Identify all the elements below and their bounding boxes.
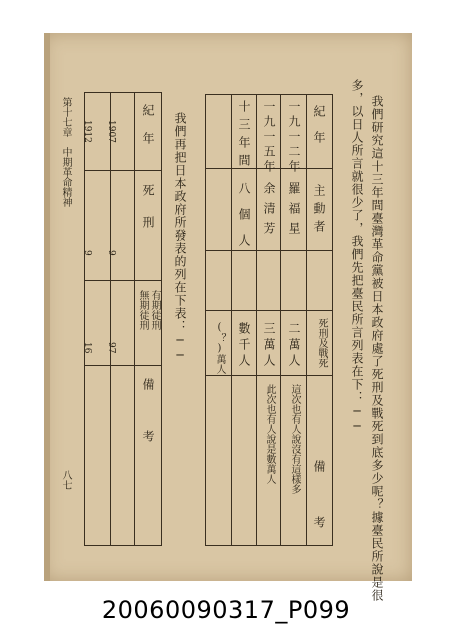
t2-r1-year: 1907: [106, 120, 116, 143]
t2-header-year: 紀年: [141, 104, 155, 160]
t1-r1-year: 一九一二年: [287, 100, 301, 175]
text-line-1: 我們研究這十三年間臺灣革命黨被日本政府處了死刑及戰死到底多少呢？據臺民所說是很: [370, 95, 384, 602]
text-line-2: 多，以日人所言就很少了，我們先把臺民所言列表在下：──: [350, 79, 364, 434]
t1-header-remarks: 備考: [312, 460, 326, 572]
image-id-label: 20060090317_P099: [101, 596, 351, 624]
t1-r2-leader: 余清芳: [262, 182, 276, 242]
text-line-3: 我們再把日本政府所發表的列在下表：──: [173, 112, 187, 363]
chapter-header: 第十七章 中期革命精神: [60, 97, 71, 207]
t2-header-remarks: 備考: [141, 378, 155, 482]
t1-header-year: 紀年: [312, 105, 326, 157]
t2-header-prison: 有期徒刑 無期徒刑: [137, 290, 160, 330]
t1-header-leader: 主動者: [312, 184, 326, 238]
t2-r2-year: 1912: [82, 120, 92, 143]
t1-r1-deaths: 二萬人: [287, 322, 301, 370]
t1-r3-year: 十三年間: [237, 100, 251, 172]
t1-r1-leader: 羅福星: [287, 182, 301, 242]
t1-r2-deaths: 三萬人: [262, 322, 276, 370]
t1-r2-year: 一九一五年: [262, 100, 276, 175]
t2-header-death: 死刑: [141, 184, 155, 248]
page-edge: [44, 33, 50, 581]
t2-r2-death: 9: [82, 250, 92, 256]
t2-r1-prison: 97: [106, 342, 116, 354]
t2-r1-death: 9: [106, 250, 116, 256]
t1-r1-remarks: 這次也有人說沒有這樣多: [289, 384, 300, 494]
t2-r2-prison: 16: [82, 342, 92, 354]
t1-header-deaths: 死刑及戰死: [316, 318, 327, 368]
t1-r2-remarks: 此次也有人說是數萬人: [264, 384, 275, 484]
page-number: 八七: [60, 470, 71, 490]
t1-r3-leader: 八個人: [237, 182, 251, 260]
t1-r3-deaths: 數千人: [237, 322, 251, 370]
t1-r3-deaths-uncertain: (？)萬人: [214, 322, 225, 374]
